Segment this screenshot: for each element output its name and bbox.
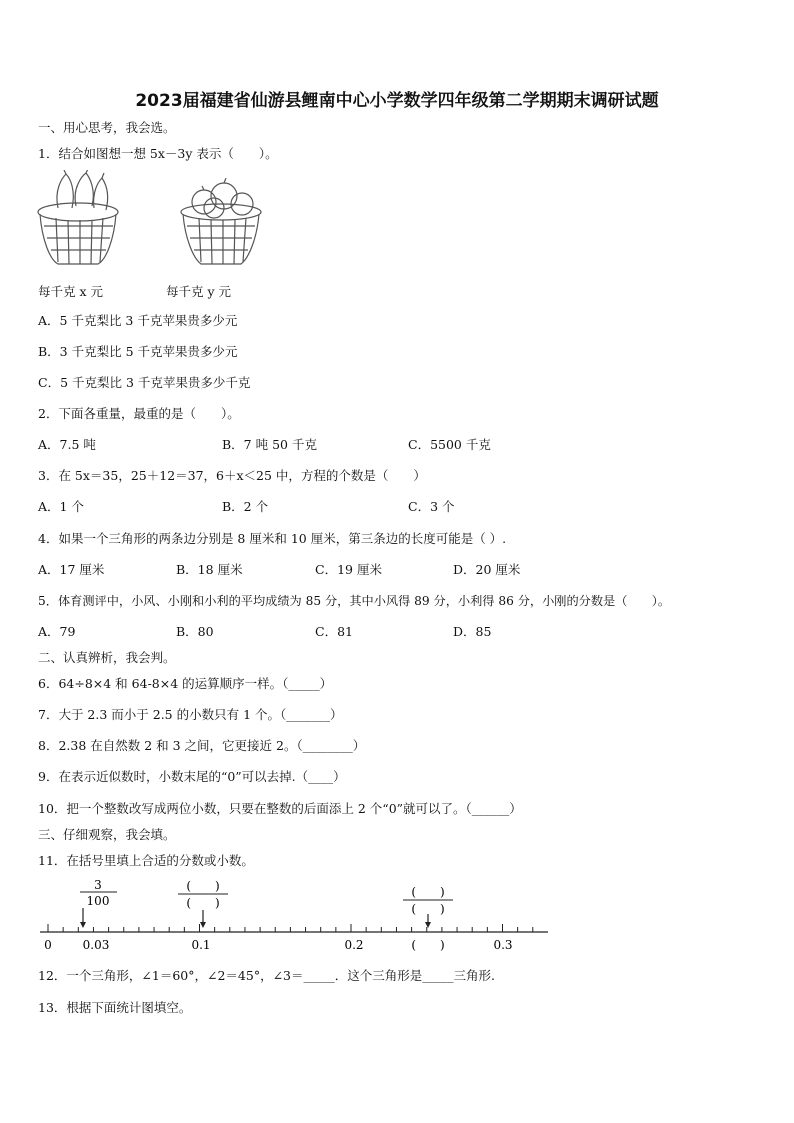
tick-label-0: 0: [44, 938, 52, 952]
q4-option-b: B．18 厘米: [176, 562, 243, 577]
fraction-numerator: 3: [94, 878, 102, 892]
q6-statement: 6．64÷8×4 和 64-8×4 的运算顺序一样。（_____）: [38, 676, 333, 691]
q9-statement: 9．在表示近似数时，小数末尾的“0”可以去掉.（____）: [38, 769, 346, 784]
q8-statement: 8．2.38 在自然数 2 和 3 之间，它更接近 2。（________）: [38, 738, 366, 753]
q5-stem: 5．体育测评中，小风、小刚和小利的平均成绩为 85 分，其中小风得 89 分，小利得 86 分，小刚的分数是（ ）。: [38, 594, 671, 608]
q1-option-a: A．5 千克梨比 3 千克苹果贵多少元: [38, 313, 238, 328]
tick-label-0-03: 0.03: [82, 938, 110, 952]
q4-option-d: D．20 厘米: [453, 562, 521, 577]
q5-option-b: B．80: [176, 624, 214, 639]
caption-apple-price: 每千克 y 元: [166, 284, 232, 299]
blank-fraction-top-1: ( ): [186, 879, 220, 893]
page-title: 2023届福建省仙游县鲤南中心小学数学四年级第二学期期末调研试题: [135, 91, 659, 111]
q4-option-a: A．17 厘米: [38, 562, 105, 577]
q2-option-b: B．7 吨 50 千克: [222, 437, 317, 452]
q5-option-c: C．81: [315, 624, 353, 639]
q10-statement: 10．把一个整数改写成两位小数，只要在整数的后面添上 2 个“0”就可以了。（______）: [38, 801, 522, 816]
tick-label-0-1: 0.1: [191, 938, 211, 952]
q2-option-c: C．5500 千克: [408, 437, 491, 452]
blank-fraction-top-2: ( ): [411, 885, 445, 899]
q1-stem: 1．结合如图想一想 5x－3y 表示（ ）。: [38, 146, 278, 161]
number-line-figure: [36, 878, 556, 954]
section-3-heading: 三、仔细观察，我会填。: [38, 827, 176, 842]
q2-stem: 2．下面各重量，最重的是（ ）。: [38, 406, 240, 421]
q5-option-d: D．85: [453, 624, 492, 639]
q4-option-c: C．19 厘米: [315, 562, 382, 577]
q3-stem: 3．在 5x＝35，25＋12＝37，6＋x＜25 中，方程的个数是（ ）: [38, 468, 426, 483]
blank-fraction-bottom-2: ( ): [411, 902, 445, 916]
q12-statement: 12．一个三角形，∠1＝60°，∠2＝45°，∠3＝_____．这个三角形是_____三角形.: [38, 968, 495, 983]
section-1-heading: 一、用心思考，我会选。: [38, 120, 176, 135]
q2-option-a: A．7.5 吨: [38, 437, 96, 452]
blank-fraction-bottom-1: ( ): [186, 896, 220, 910]
q3-option-b: B．2 个: [222, 499, 269, 514]
q7-statement: 7．大于 2.3 而小于 2.5 的小数只有 1 个。（_______）: [38, 707, 343, 722]
apple-basket-icon: [178, 178, 264, 270]
tick-label-0-3: 0.3: [493, 938, 513, 952]
q1-option-c: C．5 千克梨比 3 千克苹果贵多少千克: [38, 375, 251, 390]
pear-basket-icon: [36, 170, 120, 270]
section-2-heading: 二、认真辨析，我会判。: [38, 650, 176, 665]
q1-option-b: B．3 千克梨比 5 千克苹果贵多少元: [38, 344, 238, 359]
tick-label-0-2: 0.2: [344, 938, 364, 952]
q3-option-a: A．1 个: [38, 499, 84, 514]
q3-option-c: C．3 个: [408, 499, 455, 514]
tick-label-blank: ( ): [411, 938, 445, 952]
q4-stem: 4．如果一个三角形的两条边分别是 8 厘米和 10 厘米，第三条边的长度可能是（ ）.: [38, 531, 507, 546]
caption-pear-price: 每千克 x 元: [38, 284, 103, 299]
q11-stem: 11．在括号里填上合适的分数或小数。: [38, 853, 254, 868]
q13-stem: 13．根据下面统计图填空。: [38, 1000, 192, 1015]
q5-option-a: A．79: [38, 624, 76, 639]
fraction-denominator: 100: [86, 894, 110, 908]
